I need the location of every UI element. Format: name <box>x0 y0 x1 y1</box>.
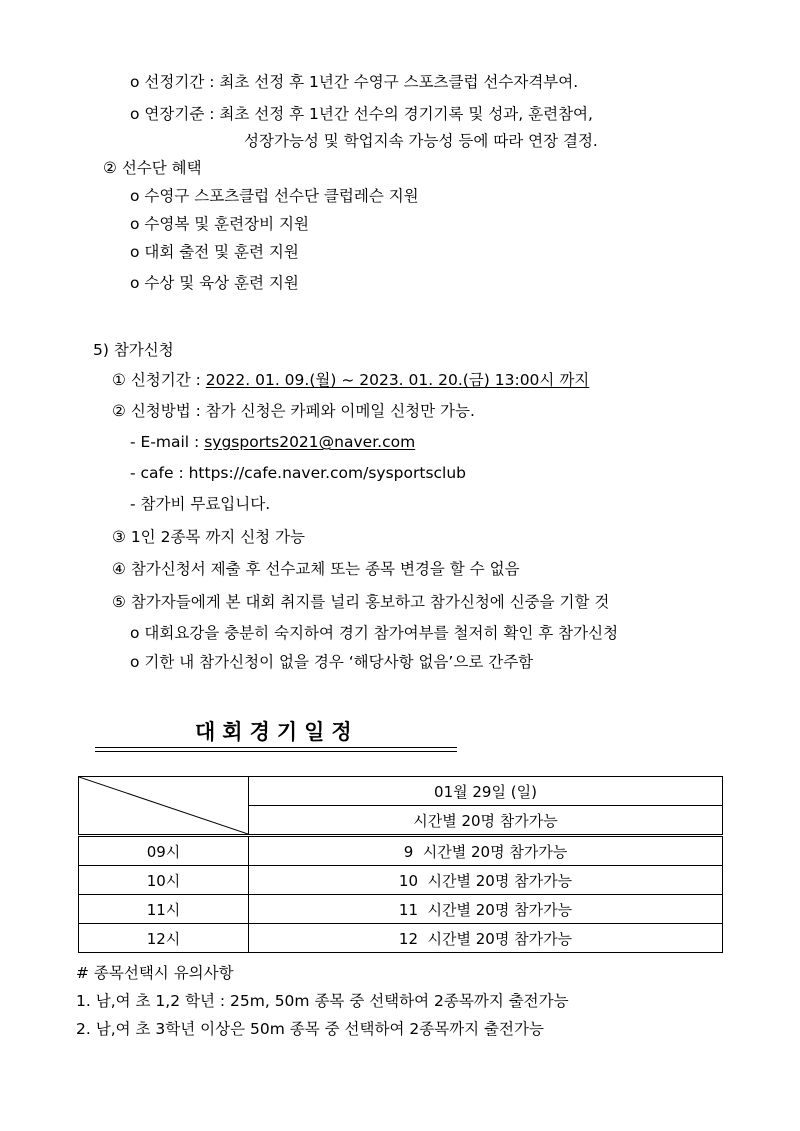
rule-item: ⑤ 참가자들에게 본 대회 취지를 널리 홍보하고 참가신청에 신중을 기할 것 <box>112 593 610 611</box>
table-row <box>79 895 723 924</box>
extension-criteria-line-1: o 연장기준 : 최초 선정 후 1년간 선수의 경기기록 및 성과, 훈련참여, <box>130 105 593 123</box>
time-cell: 12시 <box>79 924 249 953</box>
application-period-value: 2022. 01. 09.(월) ~ 2023. 01. 20.(금) 13:00시 까지 <box>205 371 590 389</box>
time-cell: 10시 <box>79 866 249 895</box>
note-item: 1. 남,여 초 1,2 학년 : 25m, 50m 종목 중 선택하여 2종목까지 출전가능 <box>76 992 569 1010</box>
benefit-item: o 수영구 스포츠클럽 선수단 클럽레슨 지원 <box>130 187 419 205</box>
diagonal-line <box>79 777 248 834</box>
table-row <box>79 924 723 953</box>
title-underline <box>95 751 457 752</box>
selection-period-line: o 선정기간 : 최초 선정 후 1년간 수영구 스포츠클럽 선수자격부여. <box>130 73 579 91</box>
detail-cell: 11 시간별 20명 참가가능 <box>249 895 723 924</box>
benefits-heading: ② 선수단 혜택 <box>103 159 202 177</box>
rule-subitem: o 기한 내 참가신청이 없을 경우 ‘해당사항 없음’으로 간주함 <box>130 653 534 671</box>
application-method: ② 신청방법 : 참가 신청은 카페와 이메일 신청만 가능. <box>112 402 475 420</box>
detail-cell: 12 시간별 20명 참가가능 <box>249 924 723 953</box>
benefit-item: o 대회 출전 및 훈련 지원 <box>130 243 299 261</box>
application-period <box>112 370 589 390</box>
note-item: 2. 남,여 초 3학년 이상은 50m 종목 중 선택하여 2종목까지 출전가능 <box>76 1020 544 1038</box>
email-link[interactable]: sygsports2021@naver.com <box>204 433 416 451</box>
extension-criteria-line-2: 성장가능성 및 학업지속 가능성 등에 따라 연장 결정. <box>244 132 598 150</box>
fee-note: - 참가비 무료입니다. <box>130 495 271 513</box>
table-row <box>79 866 723 895</box>
application-period-label: ① 신청기간 : <box>112 371 206 389</box>
time-cell: 11시 <box>79 895 249 924</box>
capacity-header: 시간별 20명 참가가능 <box>249 806 723 836</box>
benefit-item: o 수상 및 육상 훈련 지원 <box>130 274 299 292</box>
rule-subitem: o 대회요강을 충분히 숙지하여 경기 참가여부를 철저히 확인 후 참가신청 <box>130 624 619 642</box>
cafe-link[interactable]: - cafe : https://cafe.naver.com/sysportsclub <box>130 464 467 482</box>
rule-item: ③ 1인 2종목 까지 신청 가능 <box>112 528 306 546</box>
table-row <box>79 836 723 866</box>
diagonal-header-cell <box>79 777 249 836</box>
schedule-table <box>78 776 723 953</box>
detail-cell: 10 시간별 20명 참가가능 <box>249 866 723 895</box>
section-heading: 5) 참가신청 <box>93 341 174 359</box>
time-cell: 09시 <box>79 836 249 866</box>
title-underline <box>95 747 457 748</box>
date-header: 01월 29일 (일) <box>249 777 723 806</box>
benefit-item: o 수영복 및 훈련장비 지원 <box>130 215 309 233</box>
notes-heading: # 종목선택시 유의사항 <box>76 964 234 982</box>
rule-item: ④ 참가신청서 제출 후 선수교체 또는 종목 변경을 할 수 없음 <box>112 560 520 578</box>
email-line <box>130 432 415 452</box>
schedule-title: 대회경기일정 <box>195 720 359 744</box>
detail-cell: 9 시간별 20명 참가가능 <box>249 836 723 866</box>
email-label: - E-mail : <box>130 433 205 451</box>
